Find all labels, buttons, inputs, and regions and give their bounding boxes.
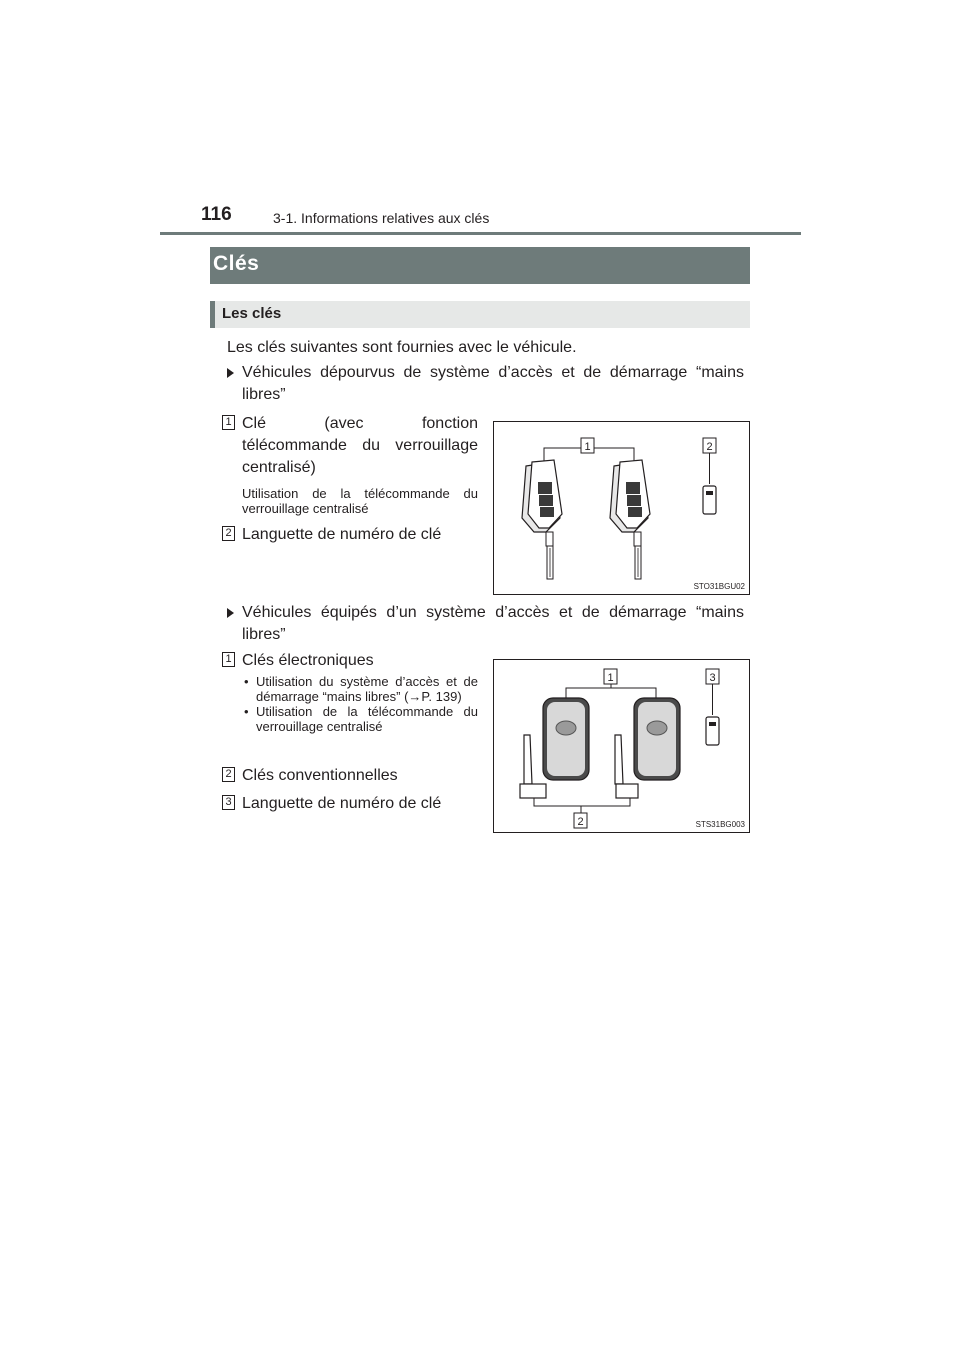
flip-key-icon: [522, 460, 562, 579]
callout-1-label: 1: [607, 672, 614, 684]
list-item: • Utilisation de la télécommande du verrouillage centralisé: [242, 704, 478, 734]
smart-key-icon: [634, 698, 680, 780]
group1-item2-label: Languette de numéro de clé: [242, 526, 442, 543]
item-number-badge: 3: [222, 795, 235, 810]
group2-heading: Véhicules équipés d’un système d’accès et de démarrage “mains libres”: [242, 604, 744, 643]
triangle-bullet-icon: [227, 368, 234, 378]
list-item: • Utilisation du système d’accès et de démarrage “mains libres” (→P. 139): [242, 674, 478, 704]
group2-item3-label: Languette de numéro de clé: [242, 795, 442, 812]
callout-1-label: 1: [584, 441, 591, 453]
figure-keys-smart: [493, 659, 750, 833]
mechanical-key-icon: [520, 735, 546, 798]
group2-item1-bullets: [242, 674, 478, 734]
subsection-bar: [210, 301, 750, 328]
item-number-badge: 1: [222, 652, 235, 667]
smart-key-icon: [543, 698, 589, 780]
group1-heading: Véhicules dépourvus de système d’accès et de démarrage “mains libres”: [242, 364, 744, 403]
keys-illustration: [494, 422, 749, 594]
group2-item2-label: Clés conventionnelles: [242, 767, 398, 784]
group1-item1-note: Utilisation de la télécommande du verrouillage centralisé: [242, 486, 478, 516]
callout-3-label: 3: [709, 672, 716, 684]
group1-item1-label: Clé (avec fonction télécommande du verrouillage centralisé): [242, 415, 478, 476]
callout-2-label: 2: [706, 441, 713, 453]
item-number-badge: 2: [222, 767, 235, 782]
item-number-badge: 1: [222, 415, 235, 430]
figure-keys-standard: [493, 421, 750, 595]
running-header: 3-1. Informations relatives aux clés: [273, 210, 490, 226]
figure-code: STO31BGU02: [693, 582, 745, 591]
smart-keys-illustration: [494, 660, 749, 832]
figure-code: STS31BG003: [695, 820, 745, 829]
key-number-tag-icon: [706, 717, 719, 745]
section-title-bar: [210, 247, 750, 284]
callout-2-label: 2: [577, 816, 584, 828]
triangle-bullet-icon: [227, 608, 234, 618]
key-number-tag-icon: [703, 486, 716, 514]
flip-key-icon: [610, 460, 650, 579]
group2-item1-label: Clés électroniques: [242, 652, 374, 669]
subsection-title: Les clés: [222, 305, 282, 322]
header-rule: [160, 232, 801, 235]
item-number-badge: 2: [222, 526, 235, 541]
intro-text: Les clés suivantes sont fournies avec le véhicule.: [227, 339, 577, 356]
page-number: 116: [201, 204, 232, 225]
section-title: Clés: [213, 252, 260, 275]
